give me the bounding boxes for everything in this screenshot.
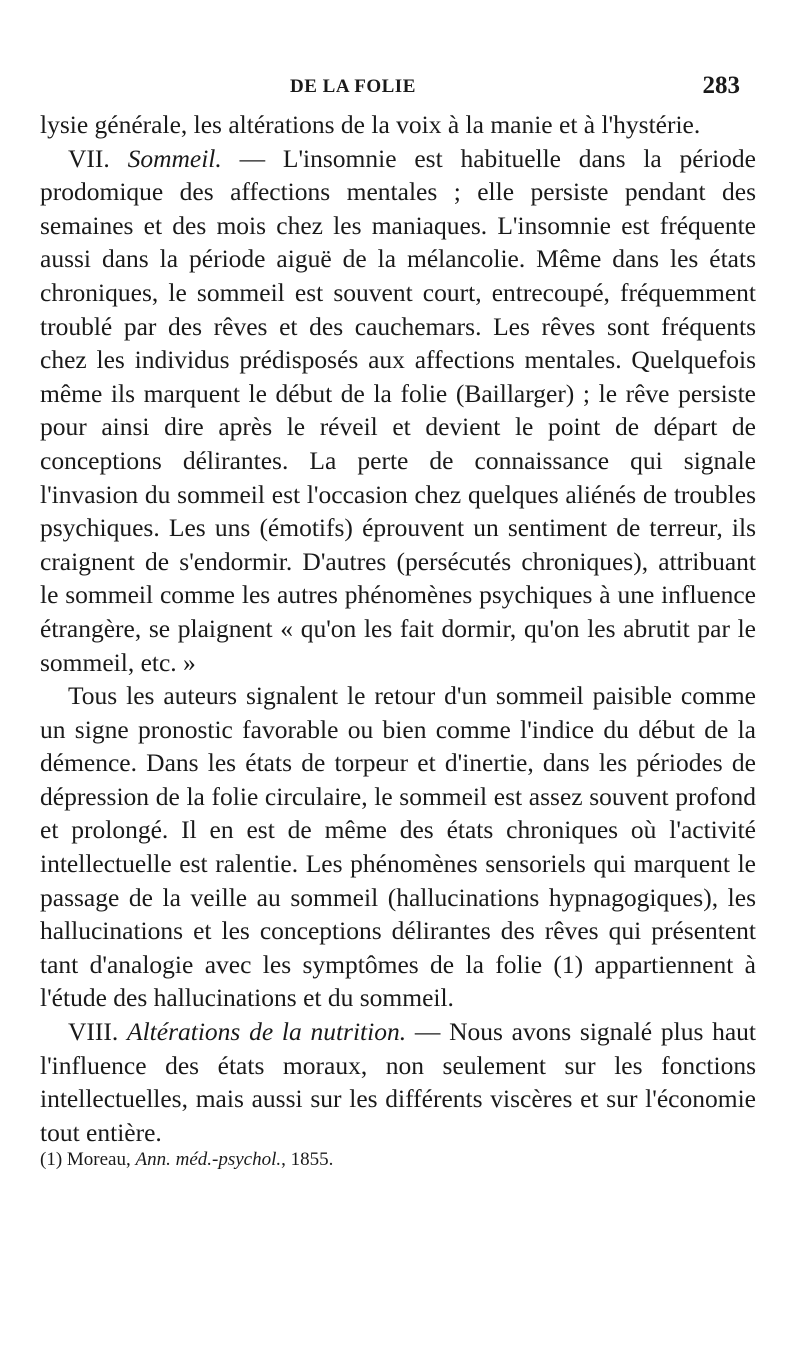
section-title: Altérations de la nutrition.: [127, 1017, 407, 1047]
section-title: Sommeil.: [127, 143, 222, 173]
paragraph-sommeil: [40, 142, 756, 680]
body-text: [40, 108, 756, 1149]
section-number: VIII.: [68, 1017, 128, 1047]
paragraph-text: — Nous avons signalé plus haut l'influence des états moraux, non seulement sur les fonctions intellectuelles, mais aussi sur les différents viscères et sur l'économie tout entière.: [40, 1017, 757, 1147]
footnote-marker: (1): [40, 1149, 67, 1170]
footnote-author: Moreau,: [66, 1149, 136, 1170]
footnote-journal: Ann. méd.-psychol.: [135, 1149, 282, 1170]
page-number: 283: [702, 72, 740, 99]
running-title: DE LA FOLIE: [290, 76, 416, 97]
footnote: [40, 1148, 756, 1172]
paragraph-nutrition: [40, 1015, 756, 1149]
paragraph-auteurs: Tous les auteurs signalent le retour d'un sommeil paisible comme un signe pronostic favorable ou bien comme l'indice du début de la démence. Dans les états de torpeur et d'inertie, dans les périodes de dépression de la folie circulaire, le sommeil est assez souvent profond et prolongé. Il en est de même des états chroniques où l'activité intellectuelle est ralentie. Les phénomènes sensoriels qui marquent le passage de la veille au sommeil (hallucinations hypnagogiques), les hallucinations et les conceptions délirantes des rêves qui présentent tant d'analogie avec les symptômes de la folie (1) appartiennent à l'étude des hallucinations et du sommeil.: [40, 681, 756, 1013]
section-number: VII.: [68, 143, 128, 173]
footnote-year: , 1855.: [281, 1149, 334, 1170]
running-head: [260, 72, 740, 106]
paragraph-continuation: lysie générale, les altérations de la voix à la manie et à l'hystérie.: [40, 110, 701, 139]
paragraph-text: — L'insomnie est habituelle dans la période prodomique des affections mentales ; elle persiste pendant des semaines et des mois chez les maniaques. L'insomnie est fréquente aussi dans la période aiguë de la mélancolie. Même dans les états chroniques, le sommeil est souvent court, entrecoupé, fréquemment troublé par des rêves et des cauchemars. Les rêves sont fréquents chez les individus prédisposés aux affections mentales. Quelquefois même ils marquent le début de la folie (Baillarger) ; le rêve persiste pour ainsi dire après le réveil et devient le point de départ de conceptions délirantes. La perte de connaissance qui signale l'invasion du sommeil est l'occasion chez quelques aliénés de troubles psychiques. Les uns (émotifs) éprouvent un sentiment de terreur, ils craignent de s'endormir. D'autres (persécutés chroniques), attribuant le sommeil comme les autres phénomènes psychiques à une influence étrangère, se plaignent « qu'on les fait dormir, qu'on les abrutit par le sommeil, etc. »: [40, 143, 756, 677]
